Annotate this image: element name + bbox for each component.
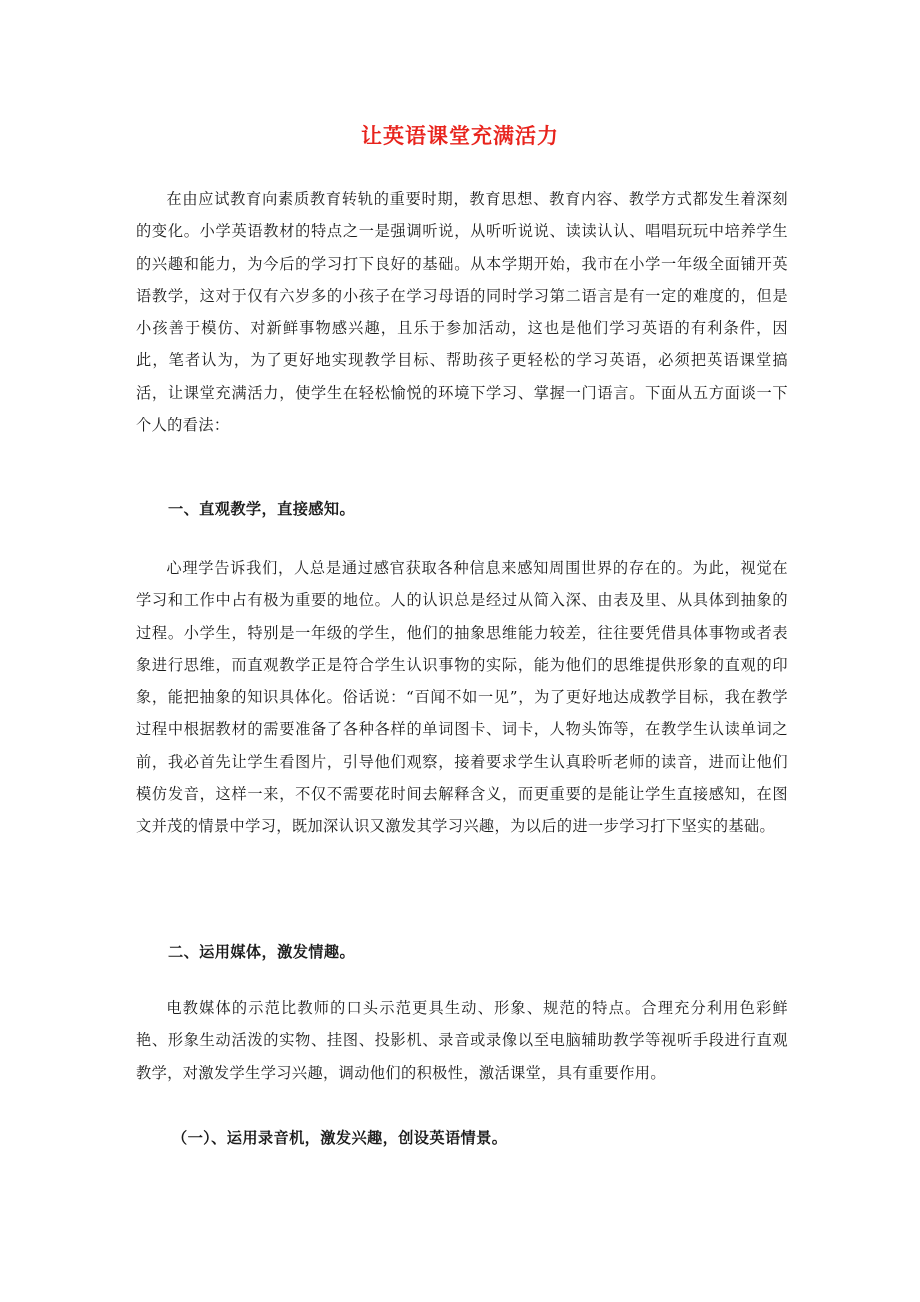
section-body-1: 心理学告诉我们，人总是通过感官获取各种信息来感知周围世界的存在的。为此，视觉在学习和工作中占有极为重要的地位。人的认识总是经过从简入深、由表及里、从具体到抽象的过程。小学生，特别是一年级的学生，他们的抽象思维能力较差，往往要凭借具体事物或者表象进行思维，而直观教学正是符合学生认识事物的实际，能为他们的思维提供形象的直观的印象，能把抽象的知识具体化。俗话说：“百闻不如一见”，为了更好地达成教学目标，我在教学过程中根据教材的需要准备了各种各样的单词图卡、词卡，人物头饰等，在教学生认读单词之前，我必首先让学生看图片，引导他们观察，接着要求学生认真聆听老师的读音，进而让他们模仿发音，这样一来，不仅不需要花时间去解释含义，而更重要的是能让学生直接感知，在图文并茂的情景中学习，既加深认识又激发其学习兴趣，为以后的进一步学习打下坚实的基础。 [136, 559, 788, 836]
section-heading-2: 二、运用媒体，激发情趣。 [168, 943, 356, 961]
section-heading-1: 一、直观教学，直接感知。 [168, 500, 356, 518]
document-title: 让英语课堂充满活力 [361, 123, 559, 148]
subsection-heading-2-1: （一）、运用录音机，激发兴趣，创设英语情景。 [172, 1129, 508, 1147]
section-body-2: 电教媒体的示范比教师的口头示范更具生动、形象、规范的特点。合理充分利用色彩鲜艳、形象生动活泼的实物、挂图、投影机、录音或录像以至电脑辅助教学等视听手段进行直观教学，对激发学生学习兴趣，调动他们的积极性，激活课堂，具有重要作用。 [136, 999, 788, 1082]
intro-paragraph: 在由应试教育向素质教育转轨的重要时期，教育思想、教育内容、教学方式都发生着深刻的变化。小学英语教材的特点之一是强调听说，从听听说说、读读认认、唱唱玩玩中培养学生的兴趣和能力，为今后的学习打下良好的基础。从本学期开始，我市在小学一年级全面铺开英语教学，这对于仅有六岁多的小孩子在学习母语的同时学习第二语言是有一定的难度的，但是小孩善于模仿、对新鲜事物感兴趣，且乐于参加活动，这也是他们学习英语的有利条件，因此，笔者认为，为了更好地实现教学目标、帮助孩子更轻松的学习英语，必须把英语课堂搞活，让课堂充满活力，使学生在轻松愉悦的环境下学习、掌握一门语言。下面从五方面谈一下个人的看法： [136, 190, 788, 435]
